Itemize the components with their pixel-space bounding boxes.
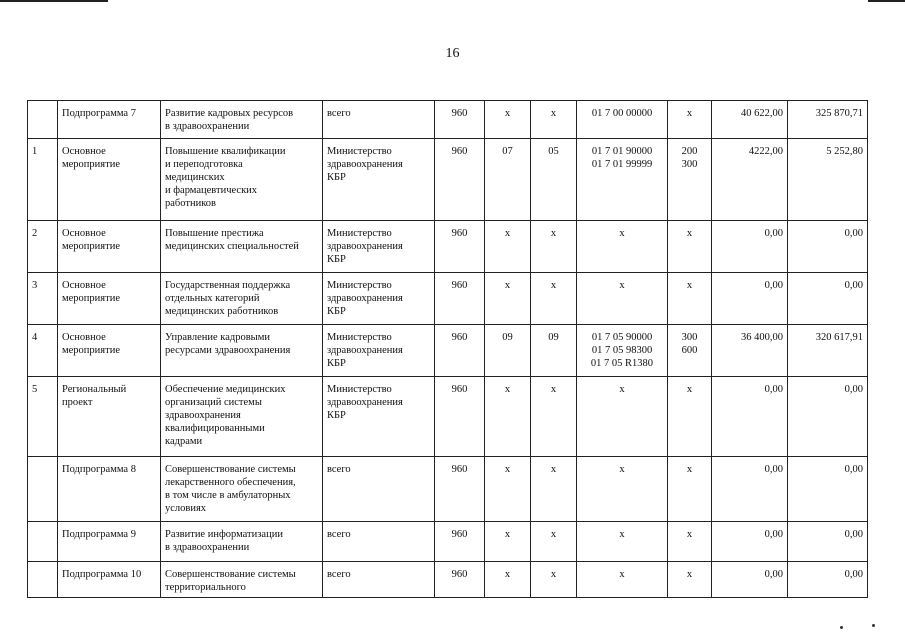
cell-executor: Министерство здравоохранения КБР	[323, 377, 435, 457]
cell-value-2: 0,00	[788, 221, 868, 273]
cell-rz: 09	[485, 325, 531, 377]
cell-type: Подпрограмма 10	[58, 562, 161, 598]
cell-type: Основное мероприятие	[58, 139, 161, 221]
cell-pr: 09	[531, 325, 577, 377]
cell-vr: х	[668, 101, 712, 139]
cell-vr: х	[668, 377, 712, 457]
cell-value-2: 320 617,91	[788, 325, 868, 377]
cell-csr: х	[577, 562, 668, 598]
cell-type: Подпрограмма 7	[58, 101, 161, 139]
cell-value-1: 0,00	[712, 522, 788, 562]
cell-number: 1	[28, 139, 58, 221]
table-row	[28, 457, 868, 522]
program-table	[27, 100, 868, 598]
cell-vr: 300 600	[668, 325, 712, 377]
cell-grbs: 960	[435, 522, 485, 562]
cell-rz: х	[485, 273, 531, 325]
cell-rz: х	[485, 522, 531, 562]
cell-value-1: 0,00	[712, 562, 788, 598]
cell-rz: 07	[485, 139, 531, 221]
cell-executor: всего	[323, 101, 435, 139]
cell-rz: х	[485, 101, 531, 139]
cell-grbs: 960	[435, 325, 485, 377]
cell-name: Государственная поддержка отдельных категорий медицинских работников	[161, 273, 323, 325]
cell-type: Подпрограмма 9	[58, 522, 161, 562]
cell-executor: Министерство здравоохранения КБР	[323, 273, 435, 325]
table-row	[28, 139, 868, 221]
cell-value-2: 5 252,80	[788, 139, 868, 221]
cell-grbs: 960	[435, 377, 485, 457]
cell-pr: х	[531, 273, 577, 325]
cell-pr: 05	[531, 139, 577, 221]
cell-value-1: 0,00	[712, 273, 788, 325]
cell-name: Повышение престижа медицинских специальностей	[161, 221, 323, 273]
cell-value-1: 0,00	[712, 457, 788, 522]
cell-csr: х	[577, 377, 668, 457]
scan-speck	[840, 626, 843, 629]
cell-pr: х	[531, 522, 577, 562]
cell-number	[28, 101, 58, 139]
table-row	[28, 522, 868, 562]
cell-executor: Министерство здравоохранения КБР	[323, 325, 435, 377]
table-body	[28, 101, 868, 598]
cell-name: Развитие информатизации в здравоохранении	[161, 522, 323, 562]
cell-csr: 01 7 00 00000	[577, 101, 668, 139]
cell-type: Региональный проект	[58, 377, 161, 457]
cell-vr: х	[668, 457, 712, 522]
cell-csr: 01 7 05 90000 01 7 05 98300 01 7 05 R1380	[577, 325, 668, 377]
cell-vr: х	[668, 522, 712, 562]
cell-vr: х	[668, 273, 712, 325]
cell-name: Совершенствование системы территориального	[161, 562, 323, 598]
cell-name: Совершенствование системы лекарственного обеспечения, в том числе в амбулаторных условиях	[161, 457, 323, 522]
cell-value-1: 0,00	[712, 221, 788, 273]
cell-value-1: 0,00	[712, 377, 788, 457]
cell-value-2: 0,00	[788, 522, 868, 562]
cell-name: Управление кадровыми ресурсами здравоохранения	[161, 325, 323, 377]
cell-grbs: 960	[435, 101, 485, 139]
table-row	[28, 221, 868, 273]
table-row	[28, 562, 868, 598]
cell-value-2: 0,00	[788, 273, 868, 325]
cell-csr: х	[577, 522, 668, 562]
cell-executor: всего	[323, 522, 435, 562]
cell-grbs: 960	[435, 221, 485, 273]
cell-csr: 01 7 01 90000 01 7 01 99999	[577, 139, 668, 221]
cell-pr: х	[531, 457, 577, 522]
cell-number: 4	[28, 325, 58, 377]
cell-number	[28, 522, 58, 562]
cell-pr: х	[531, 221, 577, 273]
cell-rz: х	[485, 562, 531, 598]
table-row	[28, 101, 868, 139]
scan-edge-mark-left	[0, 0, 108, 2]
cell-rz: х	[485, 457, 531, 522]
cell-value-1: 40 622,00	[712, 101, 788, 139]
table-row	[28, 273, 868, 325]
cell-grbs: 960	[435, 457, 485, 522]
cell-executor: Министерство здравоохранения КБР	[323, 139, 435, 221]
cell-csr: х	[577, 457, 668, 522]
cell-value-2: 0,00	[788, 377, 868, 457]
cell-value-2: 0,00	[788, 562, 868, 598]
cell-grbs: 960	[435, 139, 485, 221]
cell-pr: х	[531, 377, 577, 457]
cell-name: Обеспечение медицинских организаций системы здравоохранения квалифицированными кадрами	[161, 377, 323, 457]
cell-grbs: 960	[435, 273, 485, 325]
scan-speck	[872, 624, 875, 627]
cell-executor: всего	[323, 562, 435, 598]
cell-rz: х	[485, 221, 531, 273]
cell-executor: всего	[323, 457, 435, 522]
cell-grbs: 960	[435, 562, 485, 598]
table-row	[28, 377, 868, 457]
cell-csr: х	[577, 221, 668, 273]
cell-name: Повышение квалификации и переподготовка медицинских и фармацевтических работников	[161, 139, 323, 221]
cell-value-2: 0,00	[788, 457, 868, 522]
cell-value-1: 36 400,00	[712, 325, 788, 377]
cell-pr: х	[531, 562, 577, 598]
cell-type: Основное мероприятие	[58, 221, 161, 273]
page-number: 16	[445, 46, 460, 61]
cell-name: Развитие кадровых ресурсов в здравоохранении	[161, 101, 323, 139]
cell-type: Основное мероприятие	[58, 273, 161, 325]
table-row	[28, 325, 868, 377]
cell-pr: х	[531, 101, 577, 139]
cell-number: 5	[28, 377, 58, 457]
scan-edge-mark-right	[868, 0, 905, 2]
cell-rz: х	[485, 377, 531, 457]
cell-executor: Министерство здравоохранения КБР	[323, 221, 435, 273]
cell-number	[28, 457, 58, 522]
cell-vr: х	[668, 562, 712, 598]
cell-vr: 200 300	[668, 139, 712, 221]
cell-type: Основное мероприятие	[58, 325, 161, 377]
cell-type: Подпрограмма 8	[58, 457, 161, 522]
cell-value-2: 325 870,71	[788, 101, 868, 139]
cell-csr: х	[577, 273, 668, 325]
cell-vr: х	[668, 221, 712, 273]
cell-number: 2	[28, 221, 58, 273]
cell-number	[28, 562, 58, 598]
cell-value-1: 4222,00	[712, 139, 788, 221]
cell-number: 3	[28, 273, 58, 325]
